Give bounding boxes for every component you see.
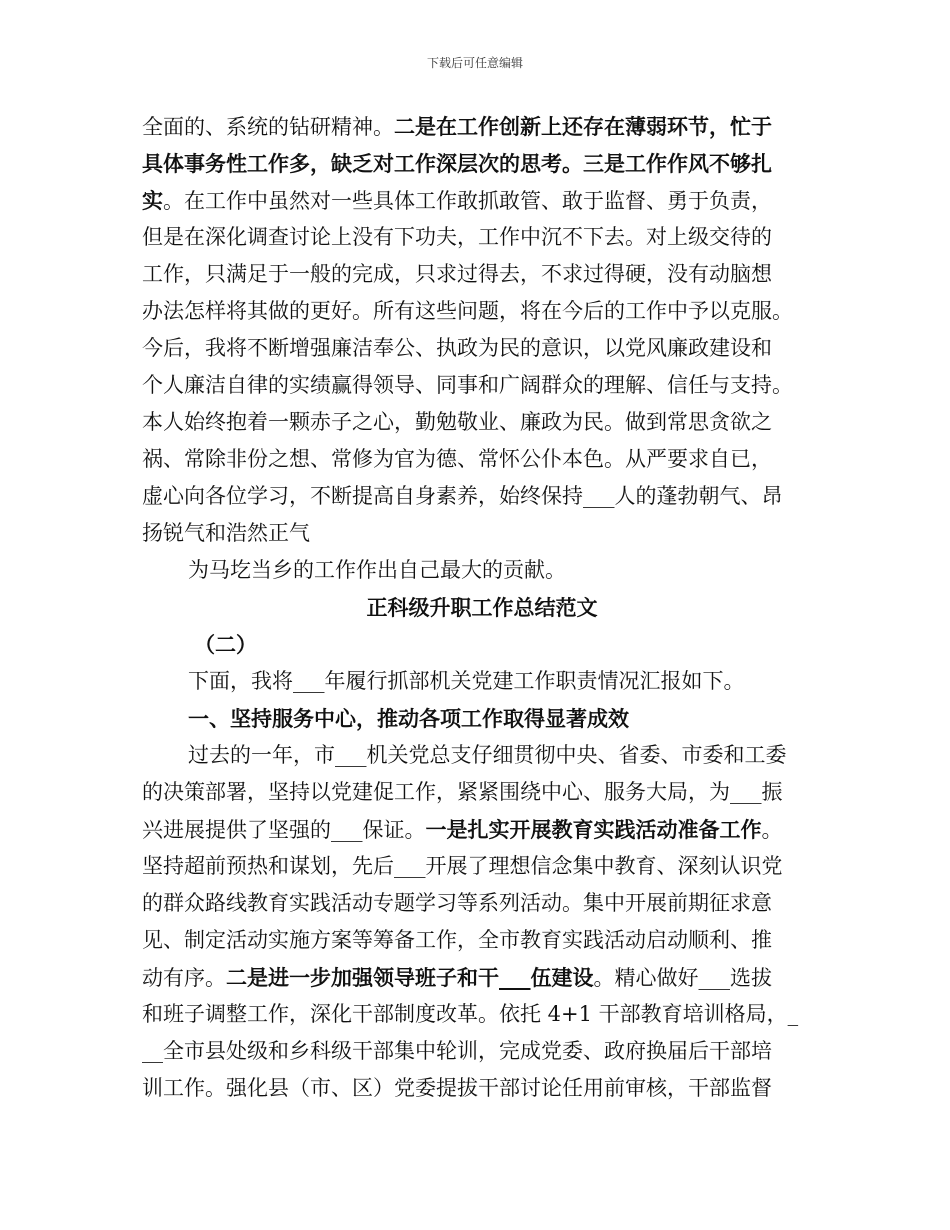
text-line: [142, 737, 822, 774]
text-line: [142, 330, 822, 367]
text-line: [142, 552, 822, 589]
page-header: 下载后可任意编辑: [426, 56, 523, 70]
text-line: [142, 626, 822, 663]
text-line: [142, 774, 822, 811]
text-segment: 个人廉洁自律的实绩赢得领导、同事和广阔群众的理解、信任与支持。: [142, 373, 793, 397]
text-segment: 今后，我将不断增强廉洁奉公、执政为民的意识，以党风廉政建设和: [142, 336, 772, 360]
text-segment: 虚心向各位学习，不断提高自身素养，始终保持___人的蓬勃朝气、昂: [142, 484, 783, 508]
text-line: [142, 367, 822, 404]
bold-text-segment: 二是在工作创新上还存在薄弱环节，忙于: [394, 114, 772, 139]
text-segment: 下面，我将___年履行抓部机关党建工作职责情况汇报如下。: [188, 669, 745, 693]
text-segment: 为马圪当乡的工作作出自己最大的贡献。: [188, 558, 566, 582]
text-line: [142, 996, 822, 1033]
text-line: [142, 922, 822, 959]
text-line: [142, 219, 822, 256]
text-segment: 办法怎样将其做的更好。所有这些问题，将在今后的工作中予以克服。: [142, 299, 793, 323]
text-line: [142, 663, 822, 700]
text-segment: 全面的、系统的钻研精神。: [142, 115, 394, 139]
text-segment: 。精心做好___选拔: [593, 966, 772, 990]
document-body: [142, 108, 822, 1107]
text-segment: 但是在深化调查讨论上没有下功夫，工作中沉不下去。对上级交待的: [142, 225, 772, 249]
text-line: [142, 1070, 822, 1107]
text-line: [142, 1033, 822, 1070]
bold-text-segment: 二是进一步加强领导班子和干___伍建设: [226, 965, 594, 990]
text-segment: 兴进展提供了坚强的___保证。: [142, 818, 426, 842]
text-line: [142, 293, 822, 330]
bold-text-segment: （二）: [194, 632, 257, 657]
text-line: [142, 700, 822, 737]
text-segment: __全市县处级和乡科级干部集中轮训，完成党委、政府换届后干部培: [142, 1039, 772, 1063]
bold-text-segment: 具体事务性工作多，缺乏对工作深层次的思考。三是工作作风不够扎: [142, 151, 772, 176]
text-line: [142, 256, 822, 293]
text-segment: 的群众路线教育实践活动专题学习等系列活动。集中开展前期征求意: [142, 891, 772, 915]
text-segment: 扬锐气和浩然正气: [142, 521, 310, 545]
text-line: [142, 589, 822, 626]
text-line: [142, 959, 822, 996]
text-segment: 见、制定活动实施方案等筹备工作，全市教育实践活动启动顺利、推: [142, 928, 772, 952]
bold-text-segment: 一、坚持服务中心，推动各项工作取得显著成效: [188, 706, 629, 731]
text-line: [142, 885, 822, 922]
text-segment: 。: [761, 818, 783, 842]
text-segment: 。在工作中虽然对一些具体工作敢抓敢管、敢于监督、勇于负责，: [163, 189, 772, 213]
text-line: [142, 848, 822, 885]
text-segment: 工作，只满足于一般的完成，只求过得去，不求过得硬，没有动脑想: [142, 262, 772, 286]
text-segment: 的决策部署，坚持以党建促工作，紧紧围绕中心、服务大局，为___振: [142, 780, 783, 804]
text-segment: 祸、常除非份之想、常修为官为德、常怀公仆本色。从严要求自已，: [142, 447, 772, 471]
text-line: [142, 182, 822, 219]
text-segment: 过去的一年，市___机关党总支仔细贯彻中央、省委、市委和工委: [188, 743, 787, 767]
text-line: [142, 515, 822, 552]
text-segment: 本人始终抱着一颗赤子之心，勤勉敬业、廉政为民。做到常思贪欲之: [142, 410, 772, 434]
text-line: [142, 811, 822, 848]
text-line: [142, 404, 822, 441]
text-segment: 动有序。: [142, 966, 226, 990]
text-line: [142, 108, 822, 145]
text-line: [142, 145, 822, 182]
text-line: [142, 478, 822, 515]
bold-text-segment: 正科级升职工作总结范文: [366, 595, 598, 620]
text-segment: 训工作。强化县（市、区）党委提拔干部讨论任用前审核，干部监督: [142, 1076, 772, 1100]
bold-text-segment: 实: [142, 188, 163, 213]
text-segment: 和班子调整工作，深化干部制度改革。依托 4+1 干部教育培训格局，_: [142, 1002, 799, 1026]
text-line: [142, 441, 822, 478]
text-segment: 坚持超前预热和谋划，先后___开展了理想信念集中教育、深刻认识党: [142, 854, 783, 878]
bold-text-segment: 一是扎实开展教育实践活动准备工作: [425, 817, 762, 842]
